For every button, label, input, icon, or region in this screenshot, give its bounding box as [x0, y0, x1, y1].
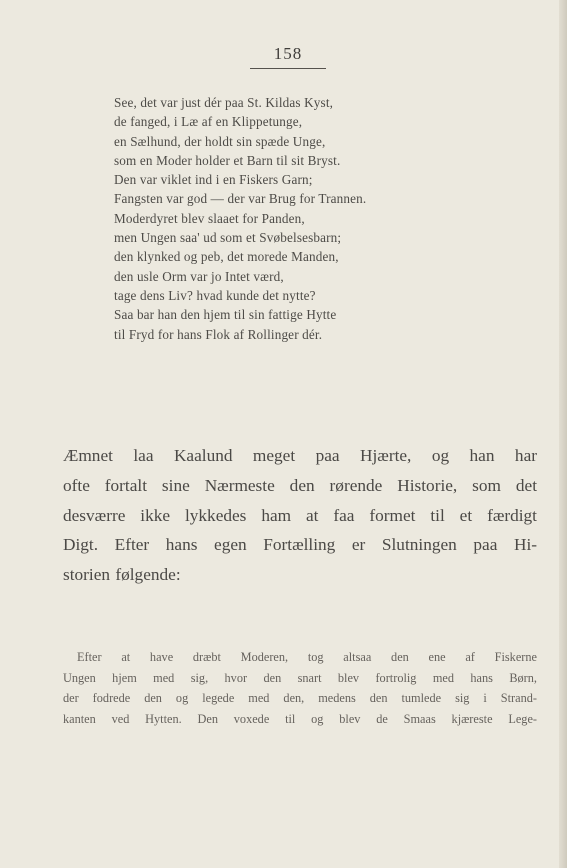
poem-line: til Fryd for hans Flok af Rollinger dér. [114, 326, 323, 342]
poem-line: Saa bar han den hjem til sin fattige Hytte [114, 307, 337, 323]
poem-line: men Ungen saa' ud som et Svøbelsesbarn; [114, 230, 342, 246]
paragraph-line: storien følgende: [63, 565, 181, 585]
paragraph-line: ofte fortalt sine Nærmeste den rørende Historie, som det [63, 475, 537, 495]
poem-line: som en Moder holder et Barn til sit Bryst. [114, 152, 341, 168]
small-print-line: Efter at have dræbt Moderen, tog altsaa den ene af Fiskerne [77, 650, 537, 664]
poem-block [114, 93, 494, 344]
poem-line: den usle Orm var jo Intet værd, [114, 268, 284, 284]
poem-line: den klynked og peb, det morede Manden, [114, 249, 339, 265]
poem-line: tage dens Liv? hvad kunde det nytte? [114, 287, 316, 303]
poem-line: Fangsten var god — der var Brug for Trannen. [114, 191, 367, 207]
small-print-line: der fodrede den og legede med den, medens den tumlede sig i Strand- [63, 691, 537, 706]
page-edge [559, 0, 567, 868]
paragraph-line: Digt. Efter hans egen Fortælling er Slutningen paa Hi- [63, 535, 537, 555]
small-print-line: Ungen hjem med sig, hvor den snart blev fortrolig med hans Børn, [63, 670, 537, 685]
paragraph-line: desværre ikke lykkedes ham at faa formet til et færdigt [63, 505, 537, 525]
small-print-line: kanten ved Hytten. Den voxede til og blev de Smaas kjæreste Lege- [63, 711, 537, 726]
poem-line: de fanged, i Læ af en Klippetunge, [114, 114, 303, 130]
body-paragraph [63, 441, 537, 590]
poem-line: Moderdyret blev slaaet for Panden, [114, 210, 305, 226]
poem-line: Den var viklet ind i en Fiskers Garn; [114, 172, 313, 188]
poem-line: See, det var just dér paa St. Kildas Kyst, [114, 95, 334, 110]
poem-line: en Sælhund, der holdt sin spæde Unge, [114, 133, 326, 149]
page-number-rule [250, 68, 326, 69]
page-number: 158 [273, 44, 303, 63]
paragraph-line: Æmnet laa Kaalund meget paa Hjærte, og han har [63, 446, 537, 465]
small-print-paragraph [63, 647, 537, 729]
